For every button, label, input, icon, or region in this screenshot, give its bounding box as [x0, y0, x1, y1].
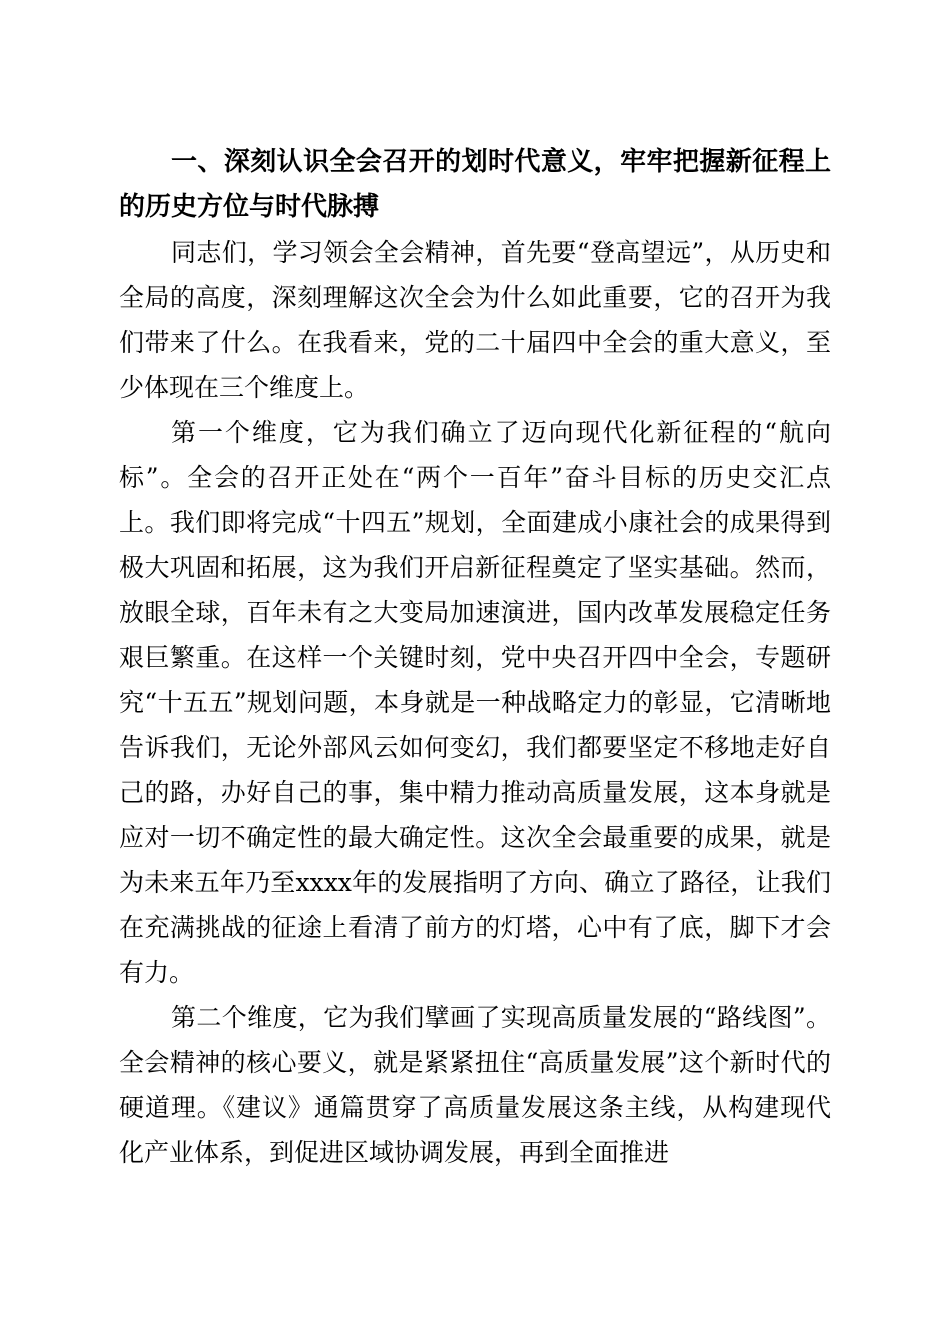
paragraph-dimension-one: 第一个维度，它为我们确立了迈向现代化新征程的“航向标”。全会的召开正处在“两个一百年”奋斗目标的历史交汇点上。我们即将完成“十四五”规划，全面建成小康社会的成果得到极大巩固和拓展，这为我们开启新征程奠定了坚实基础。然而，放眼全球，百年未有之大变局加速演进，国内改革发展稳定任务艰巨繁重。在这样一个关键时刻，党中央召开四中全会，专题研究“十五五”规划问题，本身就是一种战略定力的彰显，它清晰地告诉我们，无论外部风云如何变幻，我们都要坚定不移地走好自己的路，办好自己的事，集中精力推动高质量发展，这本身就是应对一切不确定性的最大确定性。这次全会最重要的成果，就是为未来五年乃至xxxx年的发展指明了方向、确立了路径，让我们在充满挑战的征途上看清了前方的灯塔，心中有了底，脚下才会有力。 [119, 418, 831, 987]
paragraph-intro: 同志们，学习领会全会精神，首先要“登高望远”，从历史和全局的高度，深刻理解这次全会为什么如此重要，它的召开为我们带来了什么。在我看来，党的二十届四中全会的重大意义，至少体现在三个维度上。 [119, 238, 831, 402]
document-body [119, 140, 831, 1175]
paragraph-dimension-two: 第二个维度，它为我们擘画了实现高质量发展的“路线图”。全会精神的核心要义，就是紧紧扭住“高质量发展”这个新时代的硬道理。《建议》通篇贯穿了高质量发展这条主线，从构建现代化产业体系，到促进区域协调发展，再到全面推进 [119, 1003, 831, 1167]
section-heading: 一、深刻认识全会召开的划时代意义，牢牢把握新征程上的历史方位与时代脉搏 [119, 147, 831, 222]
